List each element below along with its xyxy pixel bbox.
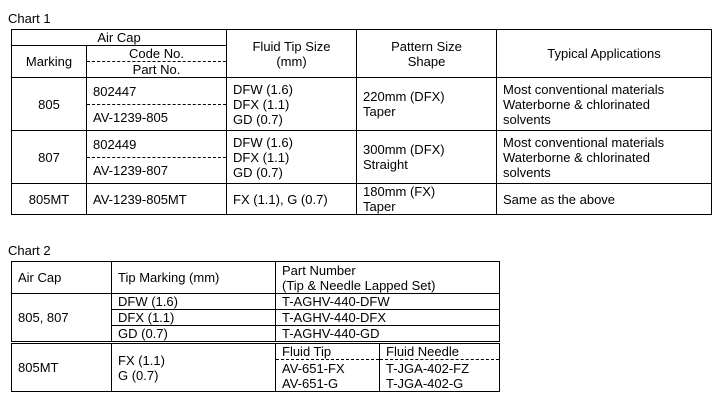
c2-fluid-needles bbox=[380, 360, 500, 392]
row3-marking: 805MT bbox=[12, 184, 87, 215]
row3-applications: Same as the above bbox=[497, 184, 712, 215]
row3-fluid-tip: FX (1.1), G (0.7) bbox=[227, 184, 357, 215]
part-no-header: Part No. bbox=[87, 62, 227, 78]
row2-part: AV-1239-807 bbox=[87, 158, 227, 184]
row1-applications: Most conventional materials Waterborne & chlorinated solvents bbox=[497, 78, 712, 131]
c2-fluid-tip-header: Fluid Tip bbox=[276, 343, 380, 360]
row3-pattern: 180mm (FX) Taper bbox=[357, 184, 497, 215]
code-no-header: Code No. bbox=[87, 46, 227, 62]
c2-fluid-needle-fz: T-JGA-402-FZ bbox=[386, 360, 470, 376]
c2-fluid-tip-fx: AV-651-FX bbox=[282, 360, 345, 376]
chart1-table bbox=[11, 29, 712, 215]
c2-tip-marking-header: Tip Marking (mm) bbox=[112, 262, 276, 294]
row2-applications: Most conventional materials Waterborne & chlorinated solvents bbox=[497, 131, 712, 184]
c2-part-number-header: Part Number (Tip & Needle Lapped Set) bbox=[276, 262, 500, 294]
c2-fluid-needle-header: Fluid Needle bbox=[380, 343, 500, 360]
applications-header: Typical Applications bbox=[497, 30, 712, 78]
c2-part-dfw: T-AGHV-440-DFW bbox=[276, 294, 500, 310]
chart2-table bbox=[11, 261, 500, 392]
fluid-tip-header: Fluid Tip Size (mm) bbox=[227, 30, 357, 78]
row1-fluid-tip: DFW (1.6) DFX (1.1) GD (0.7) bbox=[227, 78, 357, 131]
row1-pattern: 220mm (DFX) Taper bbox=[357, 78, 497, 131]
c2-fluid-tip-g: AV-651-G bbox=[282, 375, 339, 391]
c2-part-gd: T-AGHV-440-GD bbox=[276, 326, 500, 343]
air-cap-header: Air Cap bbox=[12, 30, 227, 46]
pattern-header: Pattern Size Shape bbox=[357, 30, 497, 78]
c2-tip-dfw: DFW (1.6) bbox=[112, 294, 276, 310]
c2-air-cap-header: Air Cap bbox=[12, 262, 112, 294]
c2-part-dfx: T-AGHV-440-DFX bbox=[276, 310, 500, 326]
chart1-title: Chart 1 bbox=[8, 11, 51, 26]
c2-tip-dfx: DFX (1.1) bbox=[112, 310, 276, 326]
row2-code: 802449 bbox=[87, 131, 227, 158]
chart2-title: Chart 2 bbox=[8, 243, 51, 258]
row2-pattern: 300mm (DFX) Straight bbox=[357, 131, 497, 184]
c2-fluid-tips bbox=[276, 360, 380, 392]
c2-group1-air-cap: 805, 807 bbox=[12, 294, 112, 343]
c2-fluid-needle-g: T-JGA-402-G bbox=[386, 375, 464, 391]
row2-marking: 807 bbox=[12, 131, 87, 184]
row1-code: 802447 bbox=[87, 78, 227, 105]
marking-header: Marking bbox=[12, 46, 87, 78]
row1-marking: 805 bbox=[12, 78, 87, 131]
c2-group2-air-cap: 805MT bbox=[12, 343, 112, 392]
row2-fluid-tip: DFW (1.6) DFX (1.1) GD (0.7) bbox=[227, 131, 357, 184]
row1-part: AV-1239-805 bbox=[87, 105, 227, 131]
c2-group2-tip-marking: FX (1.1) G (0.7) bbox=[112, 343, 276, 392]
c2-tip-gd: GD (0.7) bbox=[112, 326, 276, 343]
row3-part: AV-1239-805MT bbox=[87, 184, 227, 215]
